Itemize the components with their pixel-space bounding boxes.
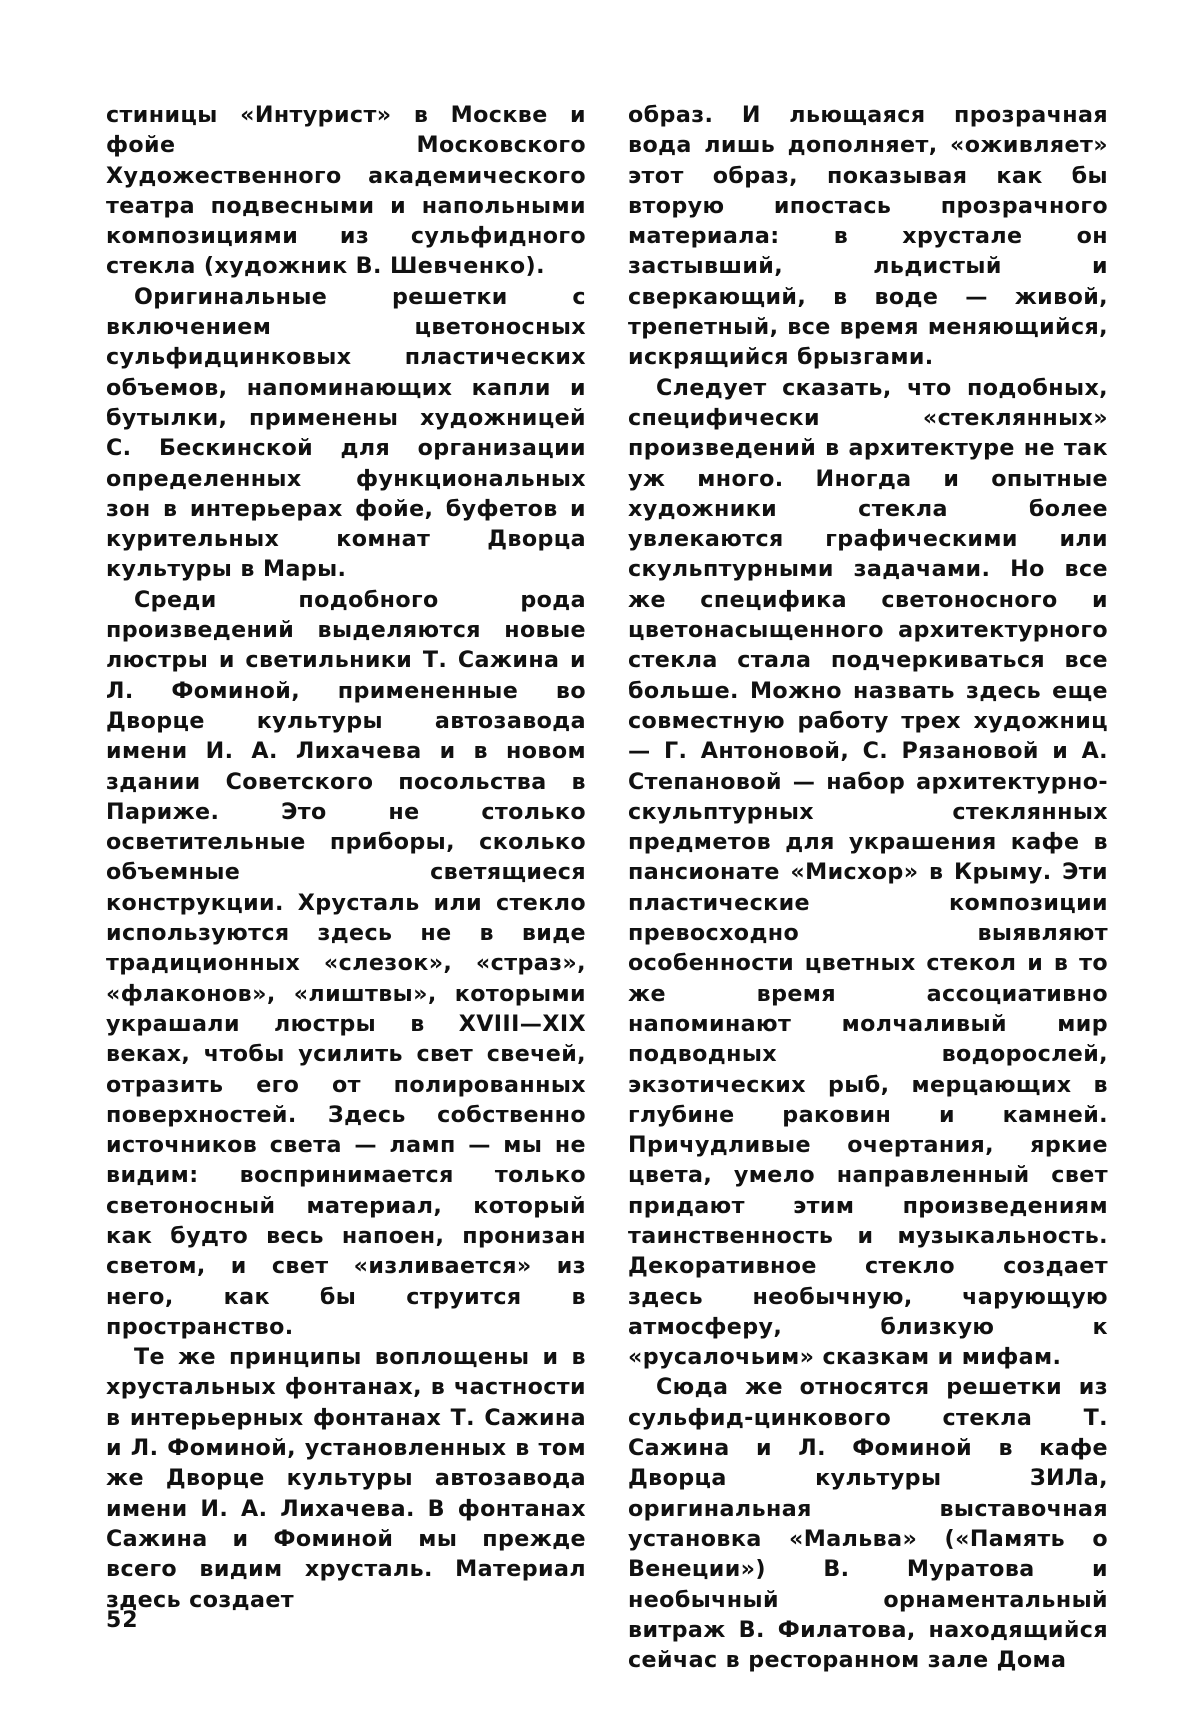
paragraph: Сюда же относятся решетки из сульфид-цинкового стекла Т. Сажина и Л. Фоминой в кафе Дворца культуры ЗИЛа, оригинальная выставочная установка «Мальва» («Память о Венеции») В. Муратова и необычный орнаментальный витраж В. Филатова, находящийся сейчас в ресторанном зале Дома xyxy=(628,1374,1108,1674)
right-text-column xyxy=(628,100,1108,1675)
page-number: 52 xyxy=(106,1608,139,1633)
paragraph: Оригинальные решетки с включением цветоносных сульфидцинковых пластических объемов, напоминающих капли и бутылки, применены художницей С. Бескинской для организации определенных функциональных зон в интерьерах фойе, буфетов и курительных комнат Дворца культуры в Мары. xyxy=(106,283,586,583)
paragraph: Следует сказать, что подобных, специфически «стеклянных» произведений в архитектуре не так уж много. Иногда и опытные художники стекла более увлекаются графическими или скульптурными задачами. Но все же специфика светоносного и цветонасыщенного архитектурного стекла стала подчеркиваться все больше. Можно назвать здесь еще совместную работу трех художниц — Г. Антоновой, С. Рязановой и А. Степановой — набор архитектурно-скульптурных стеклянных предметов для украшения кафе в пансионате «Мисхор» в Крыму. Эти пластические композиции превосходно выявляют особенности цветных стекол и в то же время ассоциативно напоминают молчаливый мир подводных водорослей, экзотических рыб, мерцающих в глубине раковин и камней. Причудливые очертания, яркие цвета, умело направленный свет придают этим произведениям таинственность и музыкальность. Декоративное стекло создает здесь необычную, чарующую атмосферу, близкую к «русалочьим» сказкам и мифам. xyxy=(628,374,1108,1371)
paragraph: образ. И льющаяся прозрачная вода лишь дополняет, «оживляет» этот образ, показывая как бы вторую ипостась прозрачного материала: в хрустале он застывший, льдистый и сверкающий, в воде — живой, трепетный, все время меняющийся, искрящийся брызгами. xyxy=(628,102,1108,371)
left-text-column xyxy=(106,100,586,1615)
paragraph: Те же принципы воплощены и в хрустальных фонтанах, в частности в интерьерных фонтанах Т. Сажина и Л. Фоминой, установленных в том же Дворце культуры автозавода имени И. А. Лихачева. В фонтанах Сажина и Фоминой мы прежде всего видим хрусталь. Материал здесь создает xyxy=(106,1344,586,1613)
paragraph: стиницы «Интурист» в Москве и фойе Московского Художественного академического театра подвесными и напольными композициями из сульфидного стекла (художник В. Шевченко). xyxy=(106,102,586,280)
paragraph: Среди подобного рода произведений выделяются новые люстры и светильники Т. Сажина и Л. Фоминой, примененные во Дворце культуры автозавода имени И. А. Лихачева и в новом здании Советского посольства в Париже. Это не столько осветительные приборы, сколько объемные светящиеся конструкции. Хрусталь или стекло используются здесь не в виде традиционных «слезок», «страз», «флаконов», «лиштвы», которыми украшали люстры в XVIII—XIX веках, чтобы усилить свет свечей, отразить его от полированных поверхностей. Здесь собственно источников света — ламп — мы не видим: воспринимается только светоносный материал, который как будто весь напоен, пронизан светом, и свет «изливается» из него, как бы струится в пространство. xyxy=(106,586,586,1340)
